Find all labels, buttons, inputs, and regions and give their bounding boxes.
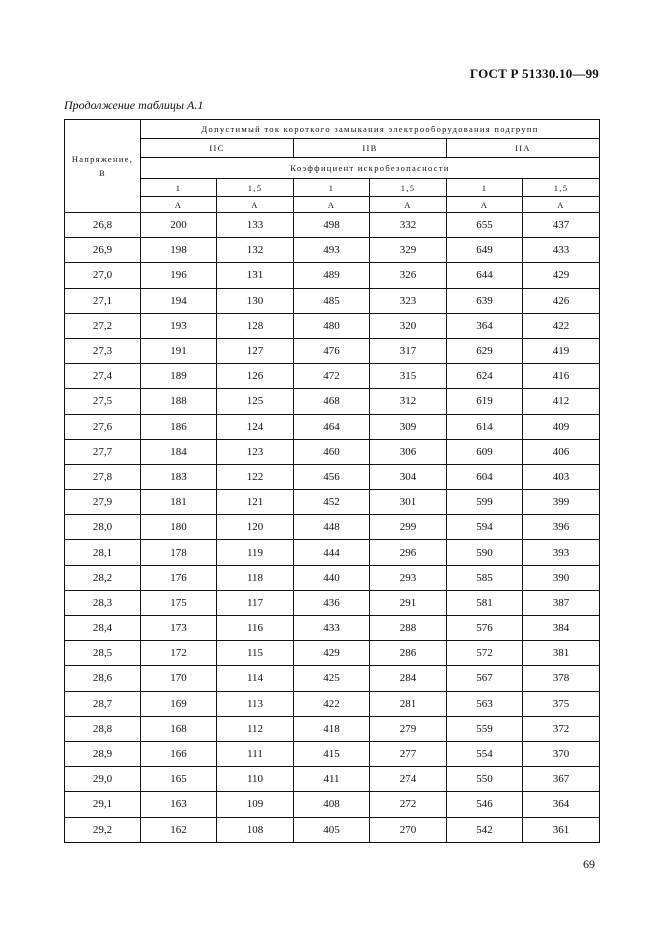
table-row — [65, 741, 600, 766]
current-cell: 433 — [294, 616, 370, 641]
unit-cell: А — [447, 197, 523, 213]
current-cell: 594 — [447, 515, 523, 540]
current-cell: 604 — [447, 464, 523, 489]
current-header: Допустимый ток короткого замыкания электрооборудования подгрупп — [141, 120, 600, 139]
current-cell: 412 — [523, 389, 600, 414]
table-row — [65, 389, 600, 414]
current-cell: 364 — [523, 792, 600, 817]
coef-cell: 1 — [447, 179, 523, 197]
table-caption: Продолжение таблицы А.1 — [64, 98, 204, 112]
coef-cell: 1,5 — [523, 179, 600, 197]
voltage-cell: 29,0 — [65, 767, 141, 792]
current-cell: 437 — [523, 213, 600, 238]
current-cell: 112 — [217, 716, 294, 741]
current-cell: 422 — [294, 691, 370, 716]
current-cell: 472 — [294, 364, 370, 389]
voltage-cell: 27,6 — [65, 414, 141, 439]
unit-cell: А — [141, 197, 217, 213]
current-cell: 317 — [370, 338, 447, 363]
current-cell: 416 — [523, 364, 600, 389]
current-cell: 367 — [523, 767, 600, 792]
current-cell: 433 — [523, 238, 600, 263]
unit-cell: А — [217, 197, 294, 213]
current-cell: 452 — [294, 490, 370, 515]
current-cell: 186 — [141, 414, 217, 439]
current-cell: 429 — [523, 263, 600, 288]
current-cell: 364 — [447, 313, 523, 338]
voltage-cell: 27,8 — [65, 464, 141, 489]
current-cell: 121 — [217, 490, 294, 515]
table-row — [65, 490, 600, 515]
current-cell: 567 — [447, 666, 523, 691]
voltage-cell: 29,1 — [65, 792, 141, 817]
current-cell: 489 — [294, 263, 370, 288]
current-cell: 649 — [447, 238, 523, 263]
table-row — [65, 565, 600, 590]
table-row — [65, 439, 600, 464]
current-cell: 272 — [370, 792, 447, 817]
current-cell: 546 — [447, 792, 523, 817]
current-cell: 284 — [370, 666, 447, 691]
current-cell: 128 — [217, 313, 294, 338]
current-cell: 375 — [523, 691, 600, 716]
voltage-cell: 28,8 — [65, 716, 141, 741]
current-cell: 288 — [370, 616, 447, 641]
current-cell: 576 — [447, 616, 523, 641]
current-cell: 312 — [370, 389, 447, 414]
current-cell: 332 — [370, 213, 447, 238]
current-cell: 572 — [447, 641, 523, 666]
current-cell: 609 — [447, 439, 523, 464]
current-cell: 309 — [370, 414, 447, 439]
current-cell: 188 — [141, 389, 217, 414]
current-cell: 563 — [447, 691, 523, 716]
coef-cell: 1,5 — [370, 179, 447, 197]
current-cell: 387 — [523, 590, 600, 615]
current-cell: 120 — [217, 515, 294, 540]
voltage-cell: 28,0 — [65, 515, 141, 540]
current-cell: 127 — [217, 338, 294, 363]
voltage-cell: 28,1 — [65, 540, 141, 565]
current-cell: 166 — [141, 741, 217, 766]
document-code: ГОСТ Р 51330.10—99 — [469, 66, 599, 81]
current-cell: 619 — [447, 389, 523, 414]
current-cell: 460 — [294, 439, 370, 464]
current-cell: 644 — [447, 263, 523, 288]
table-row — [65, 414, 600, 439]
current-cell: 291 — [370, 590, 447, 615]
table-row — [65, 691, 600, 716]
table-row — [65, 364, 600, 389]
current-cell: 168 — [141, 716, 217, 741]
table-row — [65, 767, 600, 792]
table-row — [65, 540, 600, 565]
current-cell: 422 — [523, 313, 600, 338]
current-cell: 418 — [294, 716, 370, 741]
current-cell: 274 — [370, 767, 447, 792]
current-cell: 444 — [294, 540, 370, 565]
table-row — [65, 792, 600, 817]
current-cell: 384 — [523, 616, 600, 641]
current-cell: 277 — [370, 741, 447, 766]
current-cell: 196 — [141, 263, 217, 288]
current-cell: 176 — [141, 565, 217, 590]
coefficient-header: Коэффициент искробезопасности — [141, 158, 600, 179]
voltage-cell: 27,2 — [65, 313, 141, 338]
current-cell: 113 — [217, 691, 294, 716]
table-row — [65, 288, 600, 313]
current-cell: 116 — [217, 616, 294, 641]
current-cell: 581 — [447, 590, 523, 615]
current-cell: 119 — [217, 540, 294, 565]
current-cell: 178 — [141, 540, 217, 565]
current-cell: 183 — [141, 464, 217, 489]
current-cell: 130 — [217, 288, 294, 313]
table-row — [65, 716, 600, 741]
current-cell: 194 — [141, 288, 217, 313]
current-cell: 329 — [370, 238, 447, 263]
current-cell: 180 — [141, 515, 217, 540]
current-cell: 306 — [370, 439, 447, 464]
current-cell: 118 — [217, 565, 294, 590]
voltage-cell: 29,2 — [65, 817, 141, 842]
current-cell: 425 — [294, 666, 370, 691]
table-row — [65, 817, 600, 842]
current-cell: 193 — [141, 313, 217, 338]
current-cell: 109 — [217, 792, 294, 817]
current-cell: 320 — [370, 313, 447, 338]
voltage-cell: 28,7 — [65, 691, 141, 716]
current-cell: 440 — [294, 565, 370, 590]
current-cell: 114 — [217, 666, 294, 691]
current-table — [64, 119, 600, 843]
current-cell: 163 — [141, 792, 217, 817]
current-cell: 296 — [370, 540, 447, 565]
voltage-cell: 28,5 — [65, 641, 141, 666]
unit-cell: А — [370, 197, 447, 213]
current-cell: 281 — [370, 691, 447, 716]
current-cell: 406 — [523, 439, 600, 464]
voltage-cell: 27,1 — [65, 288, 141, 313]
current-cell: 585 — [447, 565, 523, 590]
current-cell: 110 — [217, 767, 294, 792]
current-cell: 411 — [294, 767, 370, 792]
current-cell: 279 — [370, 716, 447, 741]
table-row — [65, 464, 600, 489]
group-header-iib: IIB — [294, 139, 447, 158]
table-header — [65, 120, 600, 213]
voltage-cell: 28,2 — [65, 565, 141, 590]
current-cell: 599 — [447, 490, 523, 515]
voltage-cell: 27,3 — [65, 338, 141, 363]
current-cell: 170 — [141, 666, 217, 691]
table-row — [65, 641, 600, 666]
voltage-cell: 27,5 — [65, 389, 141, 414]
table-row — [65, 515, 600, 540]
current-cell: 198 — [141, 238, 217, 263]
current-cell: 559 — [447, 716, 523, 741]
current-cell: 123 — [217, 439, 294, 464]
current-cell: 173 — [141, 616, 217, 641]
current-cell: 293 — [370, 565, 447, 590]
current-cell: 419 — [523, 338, 600, 363]
current-cell: 323 — [370, 288, 447, 313]
current-cell: 485 — [294, 288, 370, 313]
coef-cell: 1,5 — [217, 179, 294, 197]
current-cell: 172 — [141, 641, 217, 666]
voltage-cell: 26,9 — [65, 238, 141, 263]
current-cell: 378 — [523, 666, 600, 691]
table-row — [65, 338, 600, 363]
current-cell: 370 — [523, 741, 600, 766]
current-cell: 126 — [217, 364, 294, 389]
current-cell: 426 — [523, 288, 600, 313]
current-cell: 286 — [370, 641, 447, 666]
current-cell: 181 — [141, 490, 217, 515]
current-cell: 493 — [294, 238, 370, 263]
current-cell: 169 — [141, 691, 217, 716]
current-cell: 464 — [294, 414, 370, 439]
current-cell: 315 — [370, 364, 447, 389]
page-number: 69 — [583, 857, 595, 871]
table-body — [65, 213, 600, 843]
current-cell: 408 — [294, 792, 370, 817]
current-cell: 175 — [141, 590, 217, 615]
voltage-cell: 28,6 — [65, 666, 141, 691]
unit-row — [65, 197, 600, 213]
current-cell: 301 — [370, 490, 447, 515]
current-cell: 133 — [217, 213, 294, 238]
current-cell: 131 — [217, 263, 294, 288]
current-cell: 393 — [523, 540, 600, 565]
current-cell: 122 — [217, 464, 294, 489]
current-cell: 372 — [523, 716, 600, 741]
unit-cell: А — [294, 197, 370, 213]
table-row — [65, 263, 600, 288]
coef-cell: 1 — [141, 179, 217, 197]
current-cell: 448 — [294, 515, 370, 540]
current-cell: 396 — [523, 515, 600, 540]
current-cell: 550 — [447, 767, 523, 792]
current-cell: 270 — [370, 817, 447, 842]
unit-cell: А — [523, 197, 600, 213]
current-cell: 655 — [447, 213, 523, 238]
voltage-cell: 28,3 — [65, 590, 141, 615]
current-cell: 132 — [217, 238, 294, 263]
current-cell: 542 — [447, 817, 523, 842]
current-cell: 614 — [447, 414, 523, 439]
voltage-cell: 26,8 — [65, 213, 141, 238]
table-row — [65, 238, 600, 263]
current-cell: 189 — [141, 364, 217, 389]
current-cell: 429 — [294, 641, 370, 666]
current-cell: 409 — [523, 414, 600, 439]
current-cell: 639 — [447, 288, 523, 313]
current-cell: 299 — [370, 515, 447, 540]
current-cell: 629 — [447, 338, 523, 363]
current-cell: 381 — [523, 641, 600, 666]
voltage-header-label: Напряжение, — [71, 154, 134, 164]
current-cell: 162 — [141, 817, 217, 842]
current-cell: 111 — [217, 741, 294, 766]
voltage-cell: 27,4 — [65, 364, 141, 389]
current-cell: 498 — [294, 213, 370, 238]
current-cell: 200 — [141, 213, 217, 238]
table-row — [65, 666, 600, 691]
table-row — [65, 616, 600, 641]
current-cell: 304 — [370, 464, 447, 489]
coefficient-row — [65, 179, 600, 197]
table-row — [65, 590, 600, 615]
voltage-cell: 28,4 — [65, 616, 141, 641]
voltage-cell: 27,0 — [65, 263, 141, 288]
current-cell: 456 — [294, 464, 370, 489]
voltage-cell: 27,9 — [65, 490, 141, 515]
current-cell: 590 — [447, 540, 523, 565]
current-cell: 436 — [294, 590, 370, 615]
voltage-cell: 27,7 — [65, 439, 141, 464]
current-cell: 124 — [217, 414, 294, 439]
current-cell: 390 — [523, 565, 600, 590]
current-cell: 415 — [294, 741, 370, 766]
table-row — [65, 313, 600, 338]
voltage-header — [65, 120, 141, 213]
current-cell: 399 — [523, 490, 600, 515]
current-cell: 117 — [217, 590, 294, 615]
current-cell: 165 — [141, 767, 217, 792]
group-header-iic: IIC — [141, 139, 294, 158]
current-cell: 361 — [523, 817, 600, 842]
current-cell: 191 — [141, 338, 217, 363]
current-cell: 476 — [294, 338, 370, 363]
current-cell: 624 — [447, 364, 523, 389]
group-header-iia: IIA — [447, 139, 600, 158]
current-cell: 554 — [447, 741, 523, 766]
current-cell: 403 — [523, 464, 600, 489]
table-row — [65, 213, 600, 238]
current-cell: 405 — [294, 817, 370, 842]
voltage-header-unit: В — [99, 168, 106, 178]
current-cell: 468 — [294, 389, 370, 414]
coef-cell: 1 — [294, 179, 370, 197]
current-cell: 115 — [217, 641, 294, 666]
current-cell: 108 — [217, 817, 294, 842]
group-header-row — [65, 139, 600, 158]
current-cell: 125 — [217, 389, 294, 414]
current-cell: 480 — [294, 313, 370, 338]
voltage-cell: 28,9 — [65, 741, 141, 766]
current-cell: 326 — [370, 263, 447, 288]
current-cell: 184 — [141, 439, 217, 464]
